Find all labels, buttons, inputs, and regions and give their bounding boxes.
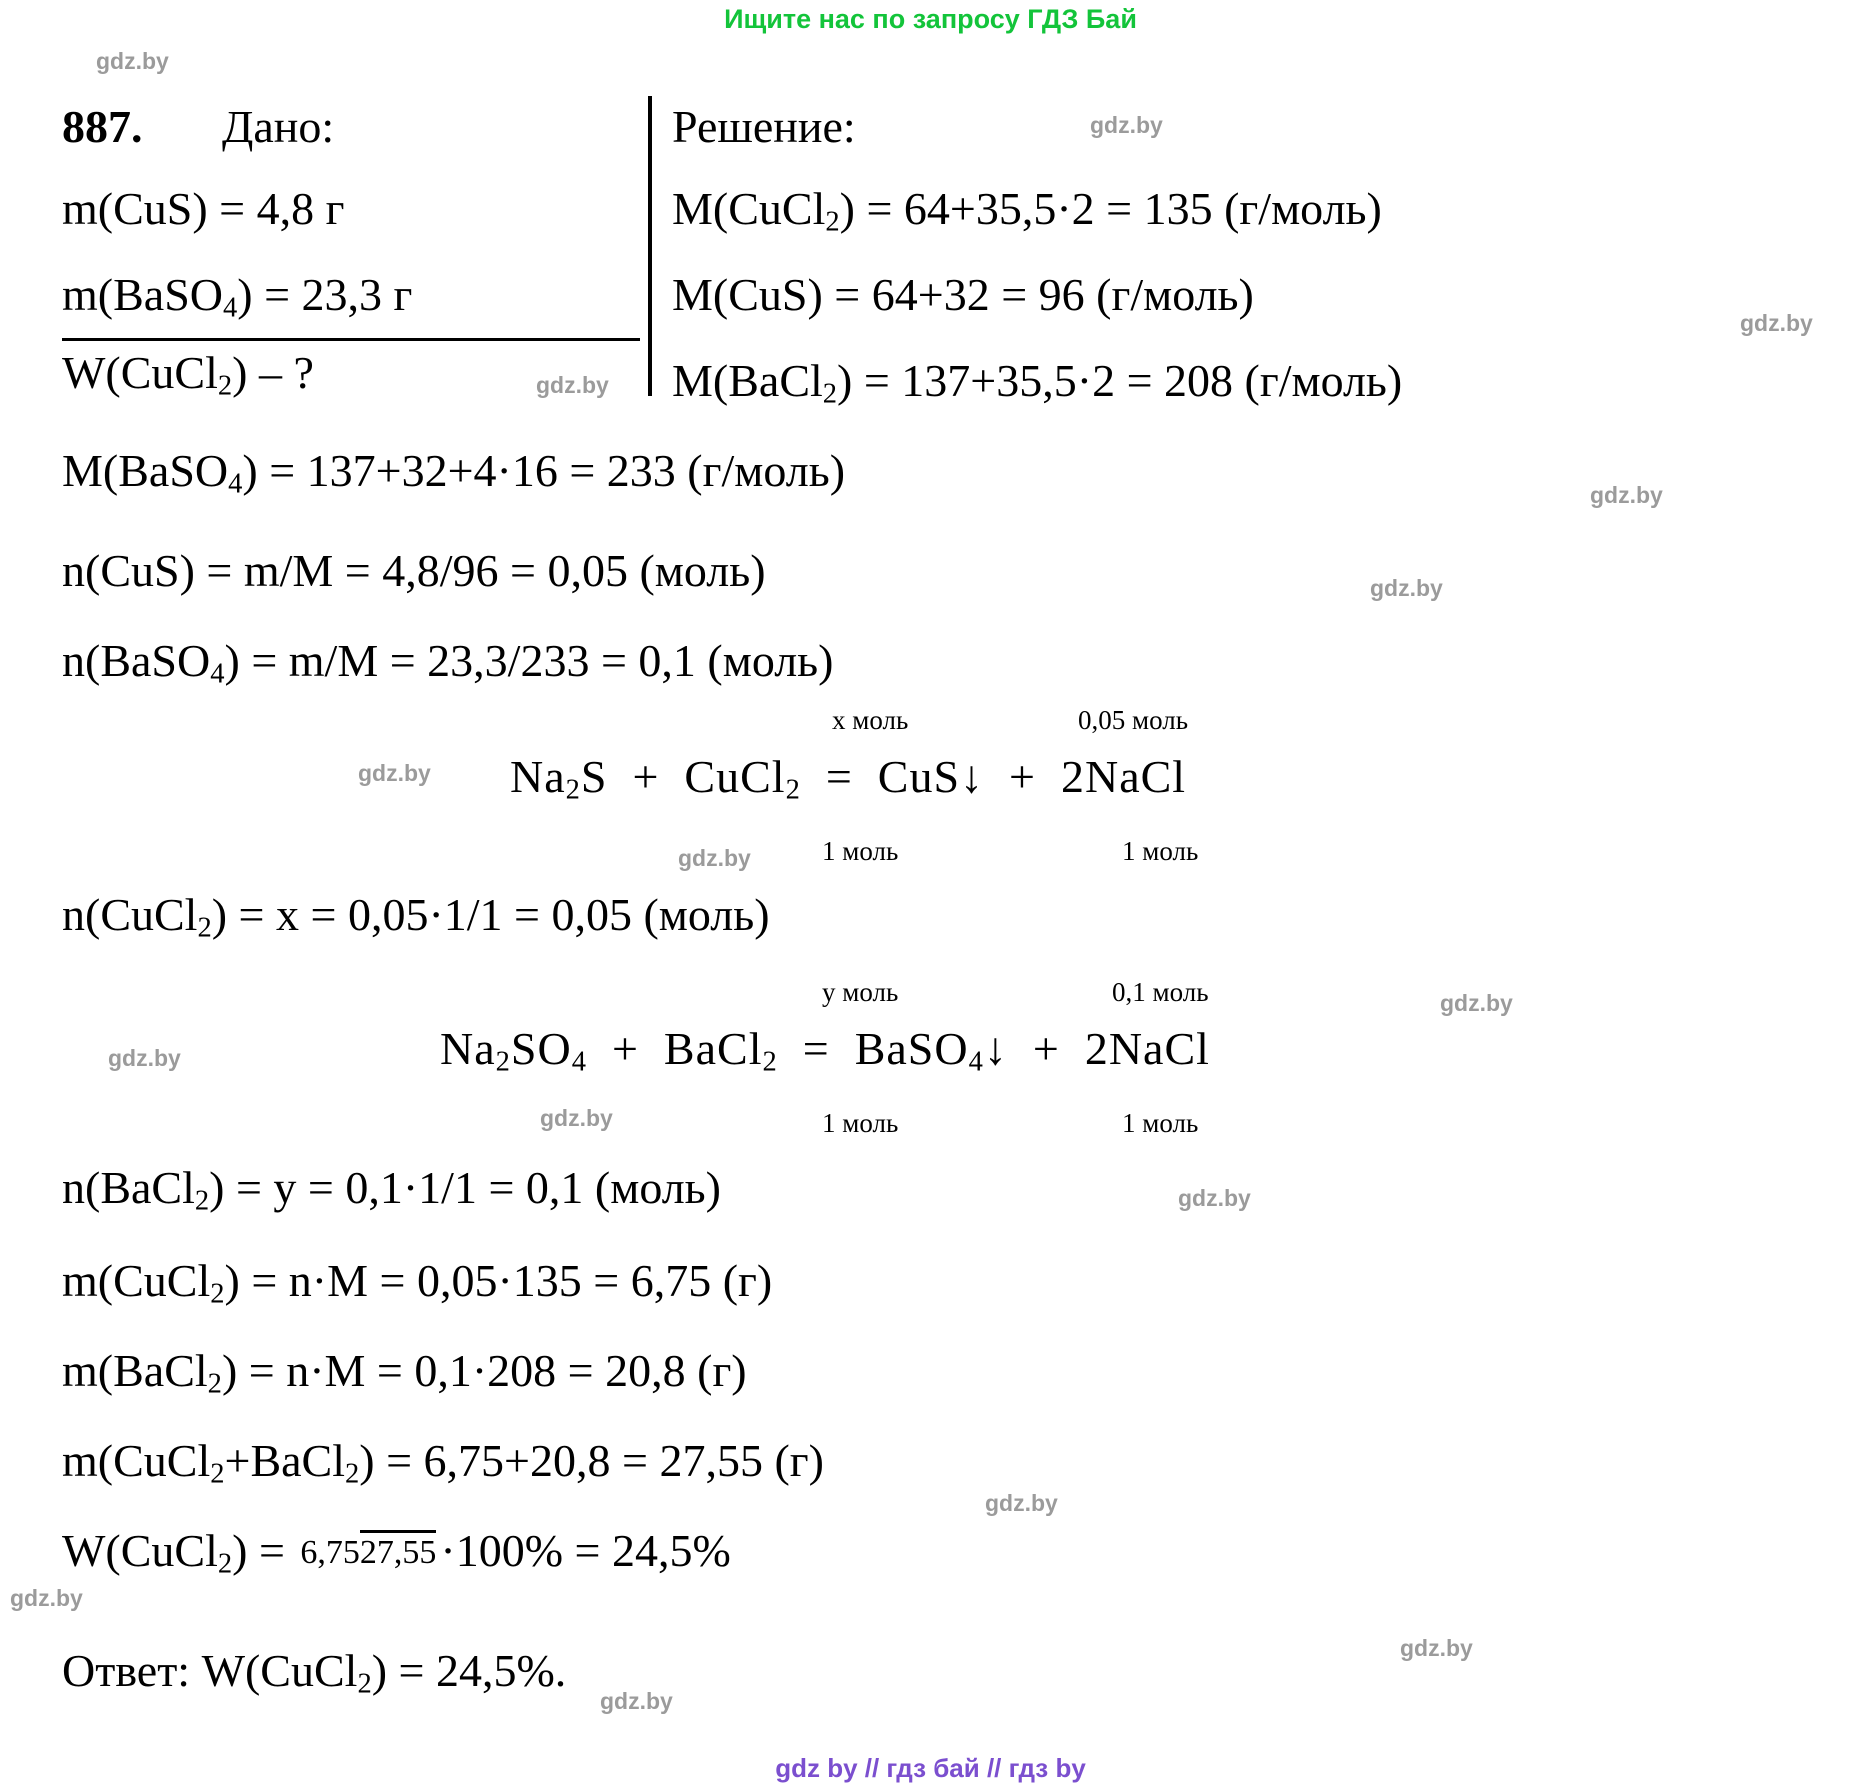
mass-fraction-line	[62, 1525, 731, 1580]
watermark: gdz.by	[96, 48, 169, 74]
watermark: gdz.by	[540, 1105, 613, 1131]
watermark: gdz.by	[358, 760, 431, 786]
mass-fraction-prefix: W(CuCl$_2$) =	[62, 1525, 297, 1580]
solution-line-6: n(BaSO$_4$) = m/M = 23,3/233 = 0,1 (моль)	[62, 635, 834, 690]
top-promo-banner: Ищите нас по запросу ГДЗ Бай	[724, 4, 1137, 34]
column-divider	[648, 96, 652, 396]
given-label: Дано:	[222, 101, 335, 152]
given-line-3: W(CuCl$_2$) – ?	[62, 347, 314, 402]
fraction-numerator: 6,75	[300, 1534, 360, 1572]
fraction	[300, 1534, 436, 1572]
given-line-1: m(CuS) = 4,8 г	[62, 183, 345, 234]
answer-line: Ответ: W(CuCl$_2$) = 24,5%.	[62, 1645, 567, 1700]
reaction1-top-label-1: х моль	[832, 705, 909, 735]
final-line-3: m(CuCl$_2$+BaCl$_2$) = 6,75+20,8 = 27,55 (г)	[62, 1435, 824, 1490]
given-underline	[62, 338, 640, 341]
solution-line-3: M(BaCl$_2$) = 137+35,5·2 = 208 (г/моль)	[672, 355, 1403, 410]
final-line-2: m(BaCl$_2$) = n·M = 0,1·208 = 20,8 (г)	[62, 1345, 747, 1400]
reaction2-top-label-1: у моль	[822, 977, 899, 1007]
solution-line-1: M(CuCl$_2$) = 64+35,5·2 = 135 (г/моль)	[672, 183, 1382, 238]
solution-line-2: M(CuS) = 64+32 = 96 (г/моль)	[672, 269, 1254, 320]
mass-fraction-suffix: ·100% = 24,5%	[440, 1525, 731, 1576]
reaction1-top-label-2: 0,05 моль	[1078, 705, 1189, 735]
reaction1-bottom-label-1: 1 моль	[822, 836, 899, 866]
watermark: gdz.by	[1740, 310, 1813, 336]
reaction2-bottom-label-1: 1 моль	[822, 1108, 899, 1138]
problem-number: 887.	[62, 101, 143, 152]
watermark: gdz.by	[985, 1490, 1058, 1516]
fraction-denominator: 27,55	[360, 1530, 437, 1571]
watermark: gdz.by	[600, 1688, 673, 1714]
reaction1-bottom-label-2: 1 моль	[1122, 836, 1199, 866]
given-line-2: m(BaSO$_4$) = 23,3 г	[62, 269, 413, 324]
watermark: gdz.by	[1590, 482, 1663, 508]
watermark: gdz.by	[678, 845, 751, 871]
watermark: gdz.by	[1440, 990, 1513, 1016]
reaction2-equation: $Na_2SO_4$ + BaCl$_2$ = BaSO$_4$↓ + 2NaCl	[440, 1023, 1210, 1078]
reaction2-bottom-label-2: 1 моль	[1122, 1108, 1199, 1138]
reaction2-top-label-2: 0,1 моль	[1112, 977, 1209, 1007]
reaction1-equation: $Na_2S$ + CuCl$_2$ = CuS↓ + 2NaCl	[510, 751, 1187, 806]
solution-line-5: n(CuS) = m/M = 4,8/96 = 0,05 (моль)	[62, 545, 766, 596]
bottom-promo-banner: gdz by // гдз бай // гдз by	[775, 1753, 1086, 1783]
watermark: gdz.by	[1370, 575, 1443, 601]
final-line-1: m(CuCl$_2$) = n·M = 0,05·135 = 6,75 (г)	[62, 1255, 773, 1310]
solution-label: Решение:	[672, 101, 856, 152]
watermark: gdz.by	[1178, 1185, 1251, 1211]
watermark: gdz.by	[10, 1585, 83, 1611]
solution-line-4: M(BaSO$_4$) = 137+32+4·16 = 233 (г/моль)	[62, 445, 846, 500]
watermark: gdz.by	[108, 1045, 181, 1071]
reaction2-result: n(BaCl$_2$) = y = 0,1·1/1 = 0,1 (моль)	[62, 1162, 721, 1217]
watermark: gdz.by	[1090, 112, 1163, 138]
watermark: gdz.by	[1400, 1635, 1473, 1661]
reaction1-result: n(CuCl$_2$) = x = 0,05·1/1 = 0,05 (моль)	[62, 889, 770, 944]
watermark: gdz.by	[536, 372, 609, 398]
